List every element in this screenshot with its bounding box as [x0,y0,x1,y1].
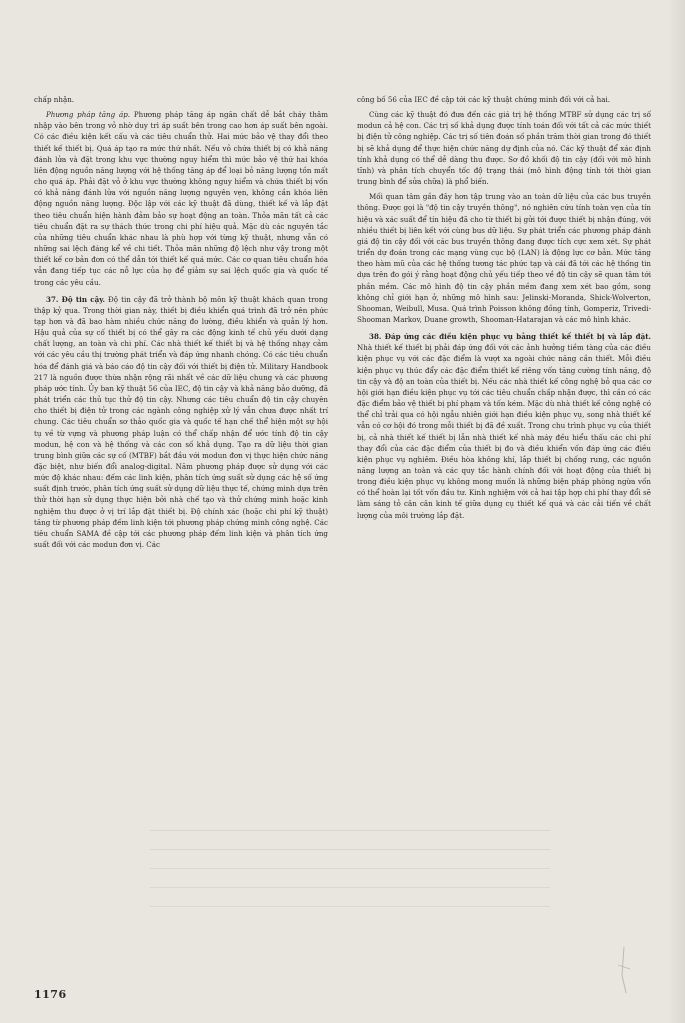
ink-smudge [612,945,636,995]
page-number: 1176 [34,988,67,1001]
inline-heading: Phương pháp tăng áp. [46,110,131,120]
section-38: 38. Đáp ứng các điều kiện phục vụ bằng thiết kế thiết bị và lắp đặt. Nhà thiết kế thiết bị phải đáp ứng đối với các ảnh hưởng tiềm tàng của các điều kiện phục vụ với các đặc điểm là vượt xa ngoài chức năng cần thiết. Mỗi điều kiện phục vụ thúc đẩy các đặc điểm thiết kế riêng vốn tăng cường tính năng, độ tin cậy và độ an toàn của thiết bị. Nếu các nhà thiết kế công nghệ bỏ qua các cơ hội giới hạn điều kiện phục vụ tới các tiêu chuẩn chấp nhận được, thì cần có các đặc điểm bảo vệ thiết bị phí phạm và tốn kém. Mặc dù nhà thiết kế công nghệ có thể chỉ trải qua có hội ngẫu nhiên giới hạn điều kiện phục vụ, song nhà thiết kế vẫn có cơ hội đó trong mỗi thiết bị đã đề xuất. Trong chu trình phục vụ của thiết bị, cả nhà thiết kế thiết bị lẫn nhà thiết kế nhà máy đều hiểu thấu các chi phí thay đổi của các đặc điểm của thiết bị đo và điều khiển vốn đáp ứng các điều kiện phục vụ nghiêm. Điều hòa không khí, lắp thiết bị chống rung, các nguồn năng lượng an toàn và các quy tắc hành chính đối với hoạt động của thiết bị trong điều kiện phục vụ không mong muốn là những biện pháp phòng ngừa vốn có thể hoàn lại tốt vốn đầu tư. Kinh nghiệm với cả hai tập hợp chi phí thay đổi sẽ làm sáng tỏ cân cân kinh tế giữa dụng cụ thiết kế quá và các cải tiến về chất lượng của môi trường lắp đặt. [357,332,651,520]
paragraph: Cùng các kỹ thuật đó đưa đến các giá trị hệ thống MTBF sử dụng các trị số modun cả hệ con. Các trị số khả dụng được tính toán đối với tất cả các mức thiết bị điện tử công nghiệp. Các trị số tiên đoán số phần trăm thời gian trong đó thiết bị sẽ khả dụng để thực hiện chức năng dự định của nó. Các kỹ thuật để xác định tính khả dụng có thể dễ dàng thu được. Sơ đồ khối độ tin cậy (đối với mô hình tĩnh) và phân tích chuyển tốc độ trạng thái (mô hình động tính tới thời gian trung bình để sửa chữa) là phổ biến. [357,110,651,187]
section-heading: 37. Độ tin cậy. [46,294,106,304]
paragraph: Mối quan tâm gần đây hơn tập trung vào an toàn dữ liệu của các bus truyền thông. Được gọi là "độ tin cậy truyền thông", nó nghiên cứu tính toàn vẹn của tín hiệu và xác suất để tín hiệu đã cho từ thiết bị gửi tới được thiết bị nhận đúng, với nhiều thiết bị liên kết với cùng bus dữ liệu. Sự phát triển các phương pháp đánh giá độ tin cậy đối với các bus truyền thông đang được tích cực xem xét. Sự phát triển dự đoán trong các mạng vùng cục bộ (LAN) là động lực cơ bản. Mức tăng theo hàm mũ của các hệ thống tương tác phức tạp và cái đã tới các hệ thống tin dựa trên đo gói ý rằng hoạt động chủ yếu tiếp theo về độ tin cậy sẽ quan tâm tới phần mềm. Các mô hình độ tin cậy phần mềm đang xem xét bao gồm, song không chỉ giới hạn ở, những mô hình sau: Jelinski-Moranda, Shick-Wolverton, Shooman, Weibull, Musa. Quá trình Poisson không đồng tính, Gomperiz, Trivedi-Shooman Markov, Duane growth, Shooman-Hatarajan và các mô hình khác. [357,192,651,324]
section-37: 37. Độ tin cậy. Độ tin cậy đã trở thành bộ môn kỹ thuật khách quan trong thập kỷ qua. Trong thời gian này, thiết bị điều khiển quá trình đã trở nên phức tạp hơn và đã bao hàm nhiều chức năng đo lường, điều khiển và quản lý hơn. Hậu quả của sự cố thiết bị có thể gây ra các động kinh tế chủ yếu dưới dạng chất lượng, an toàn và chi phí. Các nhà thiết kế thiết bị và hệ thống nhạy cảm với các yêu cầu thị trường phát triển và đáp ứng nhanh chóng. Có các tiêu chuẩn hóa để đánh giá và báo cáo độ tin cậy đối với thiết bị điện tử. Military Handbook 217 là nguồn được thừa nhận rộng rãi nhất về các dữ liệu chung và các phương pháp ước tính. Ủy ban kỹ thuật 56 của IEC, độ tin cậy và khả năng bảo dưỡng, đã phát triển các thủ tục thử độ tin cậy. Nhưng các tiêu chuẩn độ tin cậy chuyên cho thiết bị điện tử trong các ngành công nghiệp xử lý vẫn chưa được nhất trí chung. Các tiêu chuẩn sơ thảo quốc gia và quốc tế hạn chế thể hiện một sự hội tụ về từ vựng và phương pháp luận có thể chấp nhận để ước tính độ tin cậy modun, hệ con và hệ thống và các con số khả dụng. Tạo ra dữ liệu thời gian trung bình giữa các sự cố (MTBF) bắt đầu với modun đơn vị thực hiện chức năng đặc biệt, như biến đổi analog-digital. Năm phương pháp được sử dụng với các mức độ khác nhau: đếm các linh kiện, phân tích ứng suất sử dụng các hệ số ứng suất định trước, phân tích ứng suất sử dụng dữ liệu thực tế, chứng minh dựa trên thử thời hạn sử dụng thực hiện bởi nhà chế tạo và thử chứng minh hoặc kinh nghiệm thu được ở vị trí lắp đặt thiết bị. Độ chính xác (hoặc chi phí kỹ thuật) tăng từ phương pháp đếm linh kiện tới phương pháp chứng minh công nghệ. Các tiêu chuẩn SAMA đề cập tới các phương pháp đếm linh kiện và phân tích ứng suất đối với các modun đơn vị. Các [34,294,328,550]
page-edge-shadow [667,0,685,1023]
right-column [357,94,651,525]
paragraph: Phương pháp tăng áp. Phương pháp tăng áp ngăn chất dễ bắt cháy thâm nhập vào bên trong vỏ nhờ duy trì áp suất bên trong cao hơn áp suất bên ngoài. Có các điều kiện kết cấu và các tiêu chuẩn thử. Hai mức bảo vệ thay đổi theo thiết kế thiết bị. Quá áp tạo ra mức thứ nhất. Nếu vỏ chứa thiết bị có khả năng đánh lửa và đặt trong khu vực thường nguy hiểm thì mức bảo vệ thứ hai khóa liên động nguồn năng lượng với hệ thống tăng áp để loại bỏ năng lượng tồn mất cho quá áp. Phải đặt vỏ ở khu vực thường không nguy hiểm và chứa thiết bị vốn có khả năng đánh lửa với nguồn năng lượng nguyên vẹn, không cần khóa liên động nguồn năng lượng. Độc lập với các kỹ thuật đã dùng, thiết kế và lắp đặt theo tiêu chuẩn hiện hành đảm bảo sự hoạt động an toàn. Thỏa mãn tất cả các tiêu chuẩn đặt ra sự thách thức trong chi phí hiệu quả. Mặc dù các nguyên tắc của những tiêu chuẩn khác nhau là phù hợp với từng kỹ thuật, nhưng vẫn có những sai lệch đáng kể về chi tiết. Thỏa mãn những độ lệch như vậy trong một thiết kế cơ bản đơn có thể dẫn tới thiết kế quá mức. Các cơ quan tiêu chuẩn hóa vẫn đang tiếp tục các nỗ lực của họ để giảm sự sai lệch quốc gia và quốc tế trong các yêu cầu. [34,110,328,287]
paragraph: công bố 56 của IEC đề cập tới các kỹ thuật chứng minh đối với cả hai. [357,95,611,104]
section-heading: 38. Đáp ứng các điều kiện phục vụ bằng thiết kế thiết bị và lắp đặt. [369,332,651,342]
bleed-through-table [150,830,550,950]
left-column [34,94,328,554]
paragraph: chấp nhận. [34,95,75,104]
